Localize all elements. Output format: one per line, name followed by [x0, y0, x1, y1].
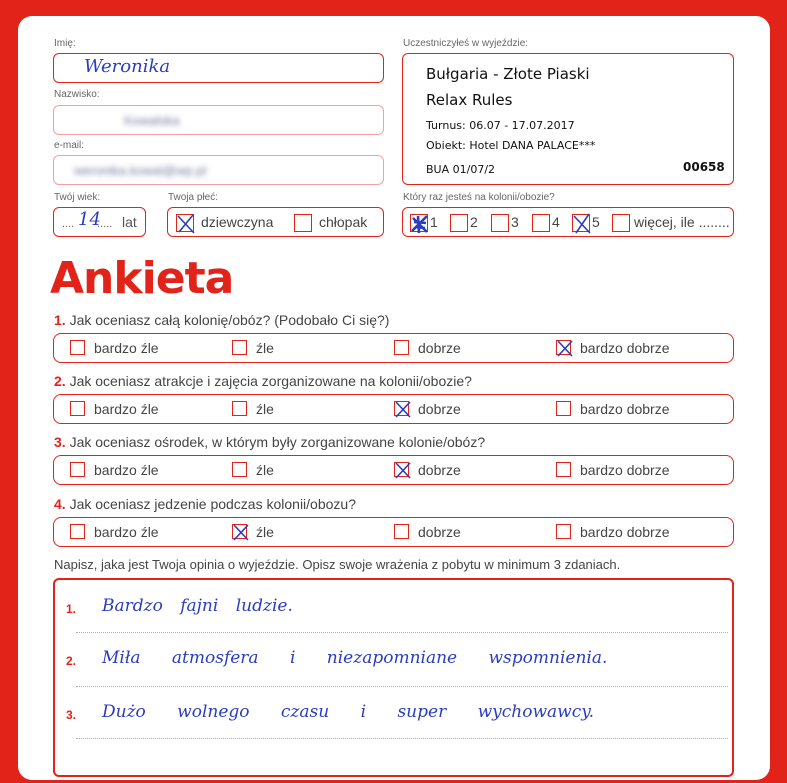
answer-checkbox[interactable] [394, 340, 409, 355]
opinion-line-number: 1. [66, 602, 77, 616]
trip-box [402, 53, 734, 185]
times-option-1-checkbox[interactable] [410, 214, 428, 232]
answer-checkbox[interactable] [232, 524, 247, 539]
age-field[interactable] [53, 207, 146, 237]
age-unit: lat [122, 214, 137, 230]
times-option-5-label: 5 [592, 214, 600, 230]
question-label: Jak oceniasz atrakcje i zajęcia zorganizowane na kolonii/obozie? [69, 373, 472, 389]
answer-checkbox[interactable] [556, 340, 571, 355]
gender-label: Twoja płeć: [168, 192, 219, 203]
gender-male-checkbox[interactable] [294, 214, 312, 232]
answer-label: źle [256, 462, 274, 478]
gender-female-checkbox[interactable] [176, 214, 194, 232]
question-1-text [54, 312, 389, 328]
answer-checkbox[interactable] [232, 462, 247, 477]
trip-destination: Bułgaria - Złote Piaski [426, 65, 590, 83]
question-number: 3. [54, 434, 66, 450]
trip-turnus: Turnus: 06.07 - 17.07.2017 [426, 119, 575, 132]
check-mark-icon [555, 338, 575, 359]
opinion-line-text: Bardzo fajni ludzie. [102, 596, 293, 616]
question-number: 4. [54, 496, 66, 512]
age-dots-right: ..... [97, 218, 113, 230]
email-field[interactable] [53, 155, 384, 185]
opinion-line-number: 2. [66, 654, 77, 668]
times-option-1-label: 1 [430, 214, 438, 230]
age-dots-left: .... [62, 218, 75, 230]
opinion-line-text: Miła atmosfera i niezapomniane wspomnienia. [102, 648, 608, 668]
question-4-text [54, 496, 356, 512]
opinion-line-text: Dużo wolnego czasu i super wychowawcy. [102, 702, 594, 722]
answer-checkbox[interactable] [70, 340, 85, 355]
name-value: Weronika [84, 56, 171, 77]
age-label: Twój wiek: [54, 192, 101, 203]
answer-label: bardzo źle [94, 462, 159, 478]
trip-number: 00658 [683, 160, 725, 174]
answer-checkbox[interactable] [70, 462, 85, 477]
answer-checkbox[interactable] [70, 524, 85, 539]
check-mark-icon [231, 522, 251, 543]
question-number: 1. [54, 312, 66, 328]
times-option-2-label: 2 [470, 214, 478, 230]
answer-label: bardzo źle [94, 401, 159, 417]
times-option-3-label: 3 [511, 214, 519, 230]
answer-checkbox[interactable] [394, 524, 409, 539]
survey-title: Ankieta [50, 253, 234, 304]
opinion-line-rule [76, 738, 728, 739]
answer-checkbox[interactable] [232, 340, 247, 355]
opinion-prompt: Napisz, jaka jest Twoja opinia o wyjeździe. Opisz swoje wrażenia z pobytu w minimum 3 zdaniach. [54, 557, 621, 572]
trip-label: Uczestniczyłeś w wyjeździe: [403, 38, 529, 49]
question-label: Jak oceniasz całą kolonię/obóz? (Podobało Ci się?) [69, 312, 390, 328]
times-option-more-checkbox[interactable] [612, 214, 630, 232]
times-option-5-checkbox[interactable] [572, 214, 590, 232]
answer-label: źle [256, 401, 274, 417]
email-value: weronika.kowal@wp.pl [74, 163, 207, 178]
check-mark-icon [393, 399, 413, 420]
trip-hotel: Obiekt: Hotel DANA PALACE*** [426, 139, 596, 152]
answer-label: źle [256, 524, 274, 540]
answer-checkbox[interactable] [394, 462, 409, 477]
times-option-4-label: 4 [552, 214, 560, 230]
times-option-3-checkbox[interactable] [491, 214, 509, 232]
answer-label: bardzo dobrze [580, 462, 670, 478]
check-mark-icon [175, 212, 197, 236]
answer-label: bardzo źle [94, 524, 159, 540]
times-label: Który raz jesteś na kolonii/obozie? [403, 192, 555, 203]
answer-label: bardzo dobrze [580, 524, 670, 540]
answer-label: bardzo dobrze [580, 401, 670, 417]
answer-label: dobrze [418, 524, 461, 540]
trip-program: Relax Rules [426, 91, 513, 109]
gender-male-label: chłopak [319, 214, 368, 230]
opinion-line-number: 3. [66, 708, 77, 722]
answer-label: bardzo dobrze [580, 340, 670, 356]
survey-card [18, 16, 770, 780]
answer-label: dobrze [418, 340, 461, 356]
name-field[interactable] [53, 53, 384, 83]
name-label: Imię: [54, 38, 76, 49]
question-label: Jak oceniasz jedzenie podczas kolonii/obozu? [69, 496, 356, 512]
question-3-text [54, 434, 485, 450]
trip-code: BUA 01/07/2 [426, 163, 496, 176]
email-label: e-mail: [54, 140, 85, 151]
gender-female-label: dziewczyna [201, 214, 274, 230]
times-option-2-checkbox[interactable] [450, 214, 468, 232]
question-number: 2. [54, 373, 66, 389]
surname-field[interactable] [53, 105, 384, 135]
answer-checkbox[interactable] [70, 401, 85, 416]
opinion-line-rule [76, 632, 728, 633]
question-2-text [54, 373, 472, 389]
gender-field [167, 207, 384, 237]
answer-label: dobrze [418, 401, 461, 417]
times-option-more-label: więcej, ile ........ [634, 214, 730, 230]
answer-label: dobrze [418, 462, 461, 478]
check-mark-icon [393, 460, 413, 481]
answer-checkbox[interactable] [556, 462, 571, 477]
surname-value: Kowalska [124, 113, 180, 128]
check-mark-icon [571, 212, 593, 236]
surname-label: Nazwisko: [54, 89, 100, 100]
answer-label: bardzo źle [94, 340, 159, 356]
answer-checkbox[interactable] [556, 524, 571, 539]
times-option-4-checkbox[interactable] [532, 214, 550, 232]
times-field [402, 207, 734, 237]
answer-label: źle [256, 340, 274, 356]
scribble-fill-icon [409, 212, 431, 236]
answer-checkbox[interactable] [232, 401, 247, 416]
answer-checkbox[interactable] [556, 401, 571, 416]
opinion-line-rule [76, 686, 728, 687]
answer-checkbox[interactable] [394, 401, 409, 416]
age-value: 14 [78, 209, 101, 230]
question-label: Jak oceniasz ośrodek, w którym były zorganizowane kolonie/obóz? [69, 434, 486, 450]
